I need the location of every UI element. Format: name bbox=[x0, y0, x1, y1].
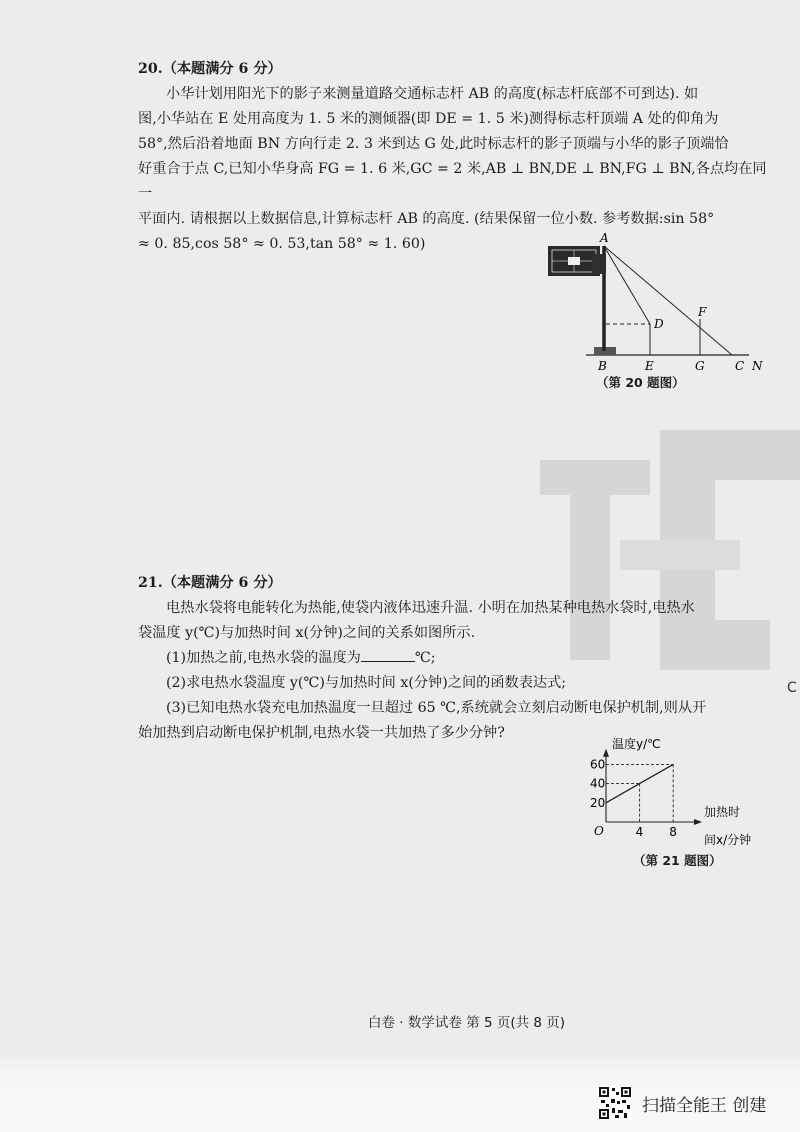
graph-21-plot bbox=[590, 749, 702, 839]
page-edge-mark: C bbox=[787, 680, 797, 696]
page-footer: 白卷 · 数学试卷 第 5 页(共 8 页) bbox=[368, 1015, 566, 1031]
origin-label: O bbox=[594, 824, 604, 838]
y-tick-label: 20 bbox=[590, 795, 606, 810]
question-21-title: 21.（本题满分 6 分） bbox=[138, 575, 282, 591]
question-20-line: 平面内. 请根据以上数据信息,计算标志杆 AB 的高度. (结果保留一位小数. 参考数据:sin 58° bbox=[138, 211, 715, 227]
question-21-intro-line: 袋温度 y(℃)与加热时间 x(分钟)之间的关系如图所示. bbox=[138, 625, 476, 641]
question-20-title: 20.（本题满分 6 分） bbox=[138, 61, 282, 77]
scanner-text: 扫描全能王 创建 bbox=[642, 1095, 767, 1116]
point-label-f: F bbox=[698, 305, 707, 319]
line-ac bbox=[604, 246, 732, 355]
question-20-line: 58°,然后沿着地面 BN 方向行走 2. 3 米到达 G 处,此时标志杆的影子顶端与小华的影子顶端恰 bbox=[138, 136, 729, 152]
y-tick-label: 60 bbox=[590, 757, 606, 772]
point-label-n: N bbox=[752, 359, 763, 373]
question-21-part-2: (2)求电热水袋温度 y(℃)与加热时间 x(分钟)之间的函数表达式; bbox=[166, 675, 567, 691]
qr-code-icon bbox=[598, 1086, 632, 1120]
point-label-d: D bbox=[654, 317, 664, 331]
figure-21-caption: （第 21 题图） bbox=[633, 853, 722, 868]
traffic-light bbox=[592, 254, 606, 274]
figure-20-caption: （第 20 题图） bbox=[596, 375, 685, 390]
x-axis-arrow bbox=[694, 819, 702, 825]
point-label-g: G bbox=[695, 359, 705, 373]
figure-20-diagram bbox=[544, 228, 774, 388]
line-ad bbox=[604, 246, 650, 324]
question-21-intro-line: 电热水袋将电能转化为热能,使袋内液体迅速升温. 小明在加热某种电热水袋时,电热水 bbox=[166, 600, 695, 616]
question-21-part-1: (1)加热之前,电热水袋的温度为 ℃; bbox=[138, 646, 770, 671]
x-axis-label-line2: 间x/分钟 bbox=[704, 833, 752, 847]
point-label-c: C bbox=[735, 359, 745, 373]
question-20-line: ≈ 0. 85,cos 58° ≈ 0. 53,tan 58° ≈ 1. 60) bbox=[138, 236, 426, 252]
question-20 bbox=[138, 57, 770, 257]
y-axis-label: 温度y/℃ bbox=[612, 737, 661, 751]
figure-21-graph bbox=[588, 734, 780, 866]
x-tick-label: 8 bbox=[669, 825, 677, 839]
question-20-line: 好重合于点 C,已知小华身高 FG = 1. 6 米,GC = 2 米,AB ⊥ BN,DE ⊥ BN,FG ⊥ BN,各点均在同一 bbox=[138, 161, 767, 202]
question-21 bbox=[138, 571, 770, 746]
question-20-line: 小华计划用阳光下的影子来测量道路交通标志杆 AB 的高度(标志杆底部不可到达). 如 bbox=[166, 86, 699, 102]
point-label-b: B bbox=[598, 359, 607, 373]
answer-blank[interactable] bbox=[361, 647, 415, 662]
question-21-part-3: (3)已知电热水袋充电加热温度一旦超过 65 ℃,系统就会立刻启动断电保护机制,则从开 bbox=[166, 700, 707, 716]
question-20-line: 图,小华站在 E 处用高度为 1. 5 米的测倾器(即 DE = 1. 5 米)测得标志杆顶端 A 处的仰角为 bbox=[138, 111, 719, 127]
x-axis-label-line1: 加热时 bbox=[704, 805, 741, 819]
y-tick-label: 40 bbox=[590, 776, 606, 791]
scanner-badge bbox=[598, 1083, 766, 1123]
point-label-e: E bbox=[645, 359, 654, 373]
y-axis-arrow bbox=[603, 749, 609, 757]
question-21-part-3-cont: 始加热到启动断电保护机制,电热水袋一共加热了多少分钟? bbox=[138, 725, 505, 741]
point-label-a: A bbox=[600, 231, 609, 245]
x-tick-label: 4 bbox=[635, 825, 644, 839]
